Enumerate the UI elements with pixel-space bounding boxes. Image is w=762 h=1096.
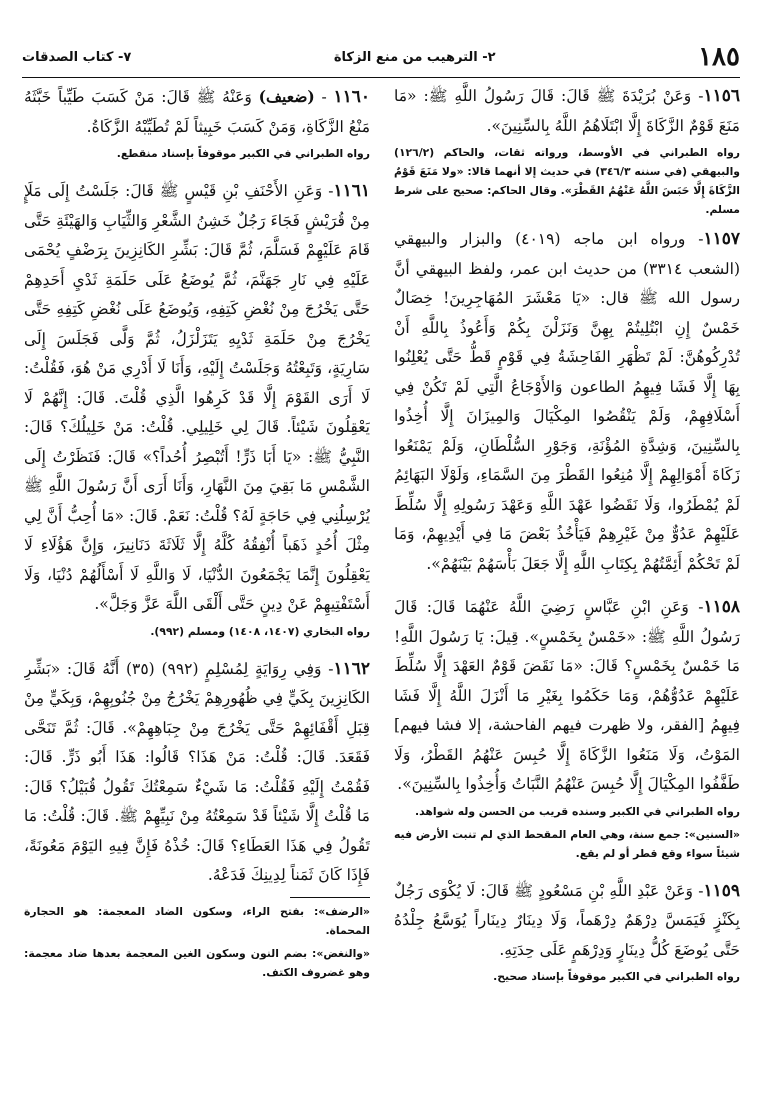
footnote-sinin: «السنين»: جمع سنة، وهي العام المقحط الذي لم تنبت الأرض فيه شيئاً سواء وقع قطر أو لم يقع. (394, 827, 740, 860)
hadith-body: - وَفِي رِوَايَةٍ لِمُسْلِمٍ (٩٩٢) (٣٥) أَنَّهُ قَالَ: «بَشِّرِ الكَانِزِينَ بِكَيٍّ فِي ظُهُورِهِمْ يَخْرُجُ مِنْ جُنُوبِهِمْ، وَبِكَيٍّ مِنْ قِبَلِ أَقْفَائِهِمْ حَتَّى يَخْرُجَ مِنْ جِبَاهِهِمْ». قَالَ: ثُمَّ تَنَحَّى فَقَعَدَ. قَالَ: قُلْتُ: مَنْ هَذَا؟ قَالُوا: هَذَا أَبُو ذَرٍّ. قَالَ: فَقُمْتُ إِلَيْهِ فَقُلْتُ: مَا شَيْءٌ سَمِعْتُكَ تَقُولُ قُبَيْلُ؟ قَالَ: مَا قُلْتُ إِلَّا شَيْئاً قَدْ سَمِعْتُهُ مِنْ نَبِيِّهِمْ ﷺ. قَالَ: قُلْتُ: مَا تَقُولُ فِي هَذَا العَطَاءِ؟ قَالَ: خُذْهُ فَإِنَّ فِيهِ اليَوْمَ مَعُونَةً، فَإِذَا كَانَ ثَمَناً لِدِينِكَ فَدَعْهُ. (24, 659, 370, 884)
left-column (24, 82, 370, 1082)
hadith-text (24, 177, 370, 620)
hadith-body: - وَعَنِ ابْنِ عَبَّاسٍ رَضِيَ اللَّهُ عَنْهُمَا قَالَ: قَالَ رَسُولُ اللَّهِ ﷺ: «خَمْسٌ بِخَمْسٍ». قِيلَ: يَا رَسُولَ اللَّهِ! مَا خَمْسٌ بِخَمْسٍ؟ قَالَ: «مَا نَقَضَ قَوْمٌ العَهْدَ إِلَّا سُلِّطَ عَلَيْهِمْ عَدُوُّهُمْ، وَمَا حَكَمُوا بِغَيْرِ مَا أَنْزَلَ اللَّهُ إِلَّا فَشَا فِيهِمُ [الفقر، ولا ظهرت فيهم الفاحشة، إلا فشا فيهم] المَوْتُ، وَلَا مَنَعُوا الزَّكَاةَ إِلَّا حُبِسَ عَنْهُمُ القَطْرُ، وَلَا طَفَّفُوا المِكْيَالَ إِلَّا حُبِسَ عَنْهُمُ النَّبَاتُ وَأُخِذُوا بِالسِّنِينَ». (394, 598, 740, 793)
hadith-body: وَعَنْهُ ﷺ قَالَ: مَنْ كَسَبَ طَيِّباً خَبَّثَهُ مَنْعُ الزَّكَاةِ، وَمَنْ كَسَبَ خَبِيثاً لَمْ تُطَيِّبْهُ الزَّكَاةُ. (24, 88, 370, 136)
page-header (22, 40, 740, 78)
hadith-number: ١١٥٩ (703, 880, 740, 901)
hadith-1157 (394, 225, 740, 579)
hadith-text (394, 82, 740, 141)
hadith-1161 (24, 177, 370, 641)
hadith-body: - وَعَنِ الأَحْنَفِ بْنِ قَيْسٍ ﷺ قَالَ: جَلَسْتُ إِلَى مَلَإٍ مِنْ قُرَيْشٍ فَجَاءَ رَجُلٌ خَشِنُ الشَّعْرِ وَالثِّيَابِ وَالهَيْئَةِ حَتَّى قَامَ عَلَيْهِمْ فَسَلَّمَ، ثُمَّ قَالَ: بَشِّرِ الكَانِزِينَ بِرَضْفٍ يُحْمَى عَلَيْهِ فِي نَارِ جَهَنَّمَ، ثُمَّ يُوضَعُ عَلَى حَلَمَةِ ثَدْيِ أَحَدِهِمْ حَتَّى يَخْرُجَ مِنْ نُغْضِ كَتِفِهِ، وَيُوضَعُ عَلَى نُغْضِ كَتِفِهِ حَتَّى يَخْرُجَ مِنْ حَلَمَةِ ثَدْيِهِ يَتَزَلْزَلُ، ثُمَّ وَلَّى فَجَلَسَ إِلَى سَارِيَةٍ، وَتَبِعْتُهُ وَجَلَسْتُ إِلَيْهِ، وَأَنَا لَا أَدْرِي مَنْ هُوَ، فَقُلْتُ: لَا أَرَى القَوْمَ إِلَّا قَدْ كَرِهُوا الَّذِي قُلْتَ. قَالَ: إِنَّهُمْ لَا يَعْقِلُونَ شَيْئاً. قَالَ لِي خَلِيلِي. قُلْتُ: مَنْ خَلِيلُكَ؟ قَالَ: النَّبِيُّ ﷺ: «يَا أَبَا ذَرٍّ! أَتُبْصِرُ أُحُداً؟» قَالَ: فَنَظَرْتُ إِلَى الشَّمْسِ مَا بَقِيَ مِنَ النَّهَارِ، وَأَنَا أَرَى أَنَّ رَسُولَ اللَّهِ ﷺ يُرْسِلُنِي فِي حَاجَةٍ لَهُ؟ قُلْتُ: نَعَمْ. قَالَ: «مَا أُحِبُّ أَنَّ لِي مِثْلَ أُحُدٍ ذَهَباً أُنْفِقُهُ كُلَّهُ إِلَّا ثَلَاثَةَ دَنَانِيرَ، وَإِنَّ هَؤُلَاءِ لَا يَعْقِلُونَ إِنَّمَا يَجْمَعُونَ الدُّنْيَا، لَا وَاللَّهِ لَا أَسْأَلُهُمْ دُنْيَا، وَلَا أَسْتَفْتِيهِمْ عَنْ دِينٍ حَتَّى أَلْقَى اللَّهَ عَزَّ وَجَلَّ». (24, 182, 370, 613)
footnote-divider (290, 897, 370, 898)
hadith-body: - وَعَنْ عَبْدِ اللَّهِ بْنِ مَسْعُودٍ ﷺ قَالَ: لَا يُكْوَى رَجُلٌ بِكَنْزٍ فَيَمَسَّ دِرْهَمٌ دِرْهَماً، وَلَا دِينَارٌ دِينَاراً يُوَسَّعُ جِلْدُهُ حَتَّى يُوضَعَ كُلُّ دِينَارٍ وَدِرْهَمٍ عَلَى حِدَتِهِ. (394, 881, 740, 959)
footnote-nughd: «والنغض»: بضم النون وسكون الغين المعجمة بعدها ضاد معجمة: وهو غضروف الكتف. (24, 946, 370, 979)
hadith-text (394, 593, 740, 800)
hadith-1162 (24, 655, 370, 982)
hadith-1159 (394, 877, 740, 987)
hadith-text (394, 225, 740, 579)
page-number: ١٨٥ (698, 42, 740, 72)
hadith-text (24, 655, 370, 891)
hadith-text (394, 877, 740, 966)
hadith-1158 (394, 593, 740, 863)
hadith-reference: رواه الطبراني في الكبير موقوفاً بإسناد منقطع. (116, 147, 370, 160)
chapter-title: ٧- كتاب الصدقات (22, 49, 132, 65)
hadith-reference: رواه الطبراني في الأوسط، ورواته ثقات، والحاكم (١٢٦/٢) والبيهقي (في سننه ٣٤٦/٣) في حديث إلا أنهما قالا: «ولا مَنَعَ قَوْمٌ الزَّكَاةَ إِلَّا حَبَسَ اللَّهُ عَنْهُمُ القَطْرَ». وقال الحاكم: صحيح على شرط مسلم. (394, 146, 740, 216)
hadith-number: ١١٥٦ (703, 86, 740, 106)
hadith-1160 (24, 82, 370, 163)
hadith-number: ١١٦١ (333, 181, 370, 201)
hadith-number: ١١٦٢ (333, 658, 370, 679)
hadith-reference: رواه الطبراني في الكبير موقوفاً بإسناد صحيح. (493, 970, 740, 983)
hadith-number: ١١٥٧ (703, 229, 740, 249)
footnote-radf: «الرضف»: بفتح الراء، وسكون الضاد المعجمة: هو الحجارة المحماة. (24, 904, 370, 937)
hadith-reference: رواه البخاري (١٤٠٧، ١٤٠٨) ومسلم (٩٩٢). (150, 624, 370, 638)
hadith-body: - ورواه ابن ماجه (٤٠١٩) والبزار والبيهقي (الشعب ٣٣١٤) من حديث ابن عمر، ولفظ البيهقي أنَّ رسول الله ﷺ قال: «يَا مَعْشَرَ المُهَاجِرِينَ! خِصَالٌ خَمْسٌ إِنِ ابْتُلِيتُمْ بِهِنَّ وَنَزَلْنَ بِكُمْ وَأَعُوذُ بِاللَّهِ أَنْ تُدْرِكُوهُنَّ: لَمْ تَظْهَرِ الفَاحِشَةُ فِي قَوْمٍ قَطُّ حَتَّى يُعْلِنُوا بِهَا إِلَّا فَشَا فِيهِمُ الطاعون وَالأَوْجَاعُ الَّتِي لَمْ تَكُنْ فِي أَسْلَافِهِمْ، وَلَمْ يَنْقُصُوا المِكْيَالَ وَالمِيزَانَ إِلَّا أُخِذُوا بِالسِّنِينَ، وَشِدَّةِ المُؤْنَةِ، وَجَوْرِ السُّلْطَانِ، وَلَمْ يَمْنَعُوا زَكَاةَ أَمْوَالِهِمْ إِلَّا مُنِعُوا القَطْرَ مِنَ السَّمَاءِ، وَلَوْلَا البَهَائِمُ لَمْ يُمْطَرُوا، وَلَا نَقَضُوا عَهْدَ اللَّهِ وَعَهْدَ رَسُولِهِ إِلَّا سُلِّطَ عَلَيْهِمْ عَدُوٌّ مِنْ غَيْرِهِمْ فَيَأْخُذُ بَعْضَ مَا فِي أَيْدِيهِمْ، وَمَا لَمْ تَحْكُمْ أَئِمَّتُهُمْ بِكِتَابِ اللَّهِ إِلَّا جَعَلَ بَأْسَهُمْ بَيْنَهُمْ». (394, 230, 740, 573)
hadith-text: ١١٦٠ - (ضعيف) وَعَنْهُ ﷺ قَالَ: مَنْ كَسَبَ طَيِّباً خَبَّثَهُ مَنْعُ الزَّكَاةِ، وَمَنْ كَسَبَ خَبِيثاً لَمْ تُطَيِّبْهُ الزَّكَاةُ. (24, 87, 370, 136)
hadith-1156 (394, 82, 740, 219)
hadith-reference: رواه الطبراني في الكبير وسنده قريب من الحسن وله شواهد. (415, 804, 740, 818)
hadith-number: ١١٥٨ (703, 597, 740, 617)
hadith-body: - وَعَنْ بُرَيْدَةَ ﷺ قَالَ: قَالَ رَسُولُ اللَّهِ ﷺ: «مَا مَنَعَ قَوْمٌ الزَّكَاةَ إِلَّا ابْتَلَاهُمُ اللَّهُ بِالسِّنِينَ». (394, 87, 740, 135)
hadith-grade: (ضعيف) (258, 87, 315, 106)
right-column (394, 82, 740, 1082)
hadith-number: ١١٦٠ (333, 87, 370, 107)
running-title: ٢- الترهيب من منع الزكاة (333, 49, 496, 65)
